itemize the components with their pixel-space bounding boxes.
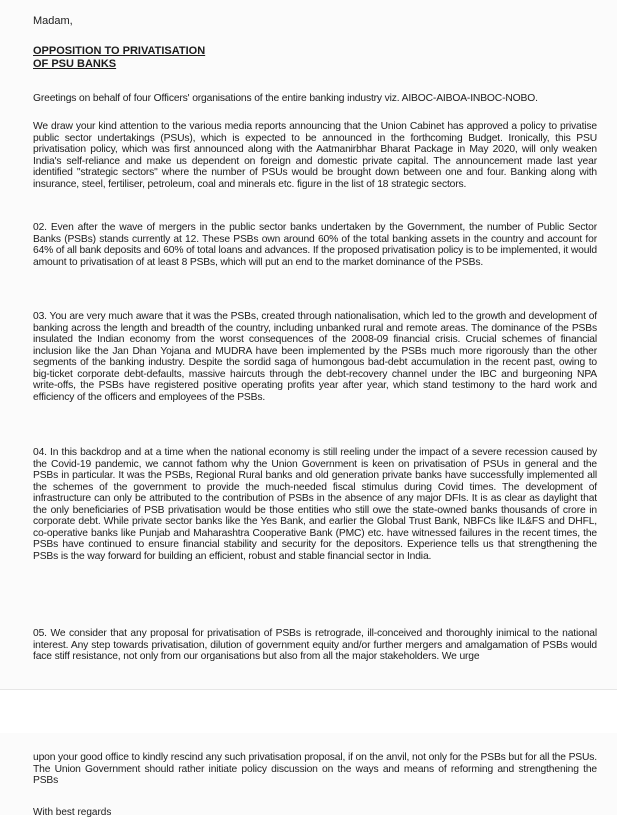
paragraph-02: 02. Even after the wave of mergers in the public sector banks undertaken by the Government, the number of Public Sector Banks (PSBs) stands currently at 12. These PSBs own around 60% of the total banking assets in the country and account for 64% of all bank deposits and 60% of total loans and advances. If the proposed privatisation policy is to be implemented, it would amount to privatisation of at least 8 PSBs, which will put an end to the market dominance of the PSBs.	[33, 222, 597, 268]
greeting-paragraph: Greetings on behalf of four Officers' organisations of the entire banking industry viz. AIBOC-AIBOA-INBOC-NOBO.	[33, 93, 538, 104]
subject-line-2: OF PSU BANKS	[33, 58, 117, 70]
closing-line: With best regards	[33, 807, 112, 818]
paragraph-03: 03. You are very much aware that it was the PSBs, created through nationalisation, which led to the growth and development of banking across the length and breadth of the country, including unbanked rural and remote areas. The dominance of the PSBs insulated the Indian economy from the worst consequences of the 2008-09 financial crisis. Crucial schemes of financial inclusion like the Jan Dhan Yojana and MUDRA have been implemented by the PSBs much more rigorously than the other segments of the banking industry. Despite the sordid saga of humongous bad-debt accumulation in the recent past, owing to big-ticket corporate debt-defaults, massive haircuts through the debt-recovery channel under the IBC and burgeoning NPA write-offs, the PSBs have registered positive operating profits year after year, which stand testimony to the hard work and efficiency of the officers and employees of the PSBs.	[33, 311, 597, 403]
paragraph-05-continued: upon your good office to kindly rescind any such privatisation proposal, if on the anvil, not only for the PSBs but for all the PSUs. The Union Government should rather initiate policy discussion on the ways and means of reforming and strengthening the PSBs	[33, 752, 597, 786]
page-gap	[0, 689, 617, 734]
paragraph-05: 05. We consider that any proposal for privatisation of PSBs is retrograde, ill-conceived and thoroughly inimical to the national interest. Any step towards privatisation, dilution of government equity and/or further mergers and amalgamation of PSBs would face stiff resistance, not only from our organisations but also from all the major stakeholders. We urge	[33, 628, 597, 662]
paragraph-01: We draw your kind attention to the various media reports announcing that the Union Cabinet has approved a policy to privatise public sector undertakings (PSUs), which is expected to be announced in the forthcoming Budget. Ironically, this PSU privatisation policy, which was first announced along with the Aatmanirbhar Bharat Package in May 2020, will only weaken India's self-reliance and make us dependent on foreign and domestic private capital. The announcement made last year identified "strategic sectors" where the number of PSUs would be brought down between one and four. Banking along with insurance, steel, fertiliser, petroleum, coal and minerals etc. figure in the list of 18 strategic sectors.	[33, 121, 597, 190]
subject-line-1: OPPOSITION TO PRIVATISATION	[33, 45, 206, 57]
salutation: Madam,	[33, 15, 73, 27]
paragraph-04: 04. In this backdrop and at a time when the national economy is still reeling under the impact of a severe recession caused by the Covid-19 pandemic, we cannot fathom why the Union Government is keen on privatisation of PSUs in general and the PSBs in particular. It was the PSBs, Regional Rural banks and old generation private banks have successfully implemented all the schemes of the government to provide the much-needed fiscal stimulus during Covid times. The development of infrastructure can only be attributed to the contribution of PSBs in the absence of any major DFIs. It is as clear as daylight that the only beneficiaries of PSB privatisation would be those entities who still owe the state-owned banks thousands of crore in corporate debt. While private sector banks like the Yes Bank, and earlier the Global Trust Bank, NBFCs like IL&FS and DHFL, co-operative banks like Punjab and Maharashtra Cooperative Bank (PMC) etc. have witnessed failures in the recent times, the PSBs have continued to ensure financial stability and security for the depositors. Experience tells us that strengthening the PSBs is the way forward for building an efficient, robust and stable financial sector in India.	[33, 447, 597, 562]
subject-heading	[33, 45, 205, 71]
